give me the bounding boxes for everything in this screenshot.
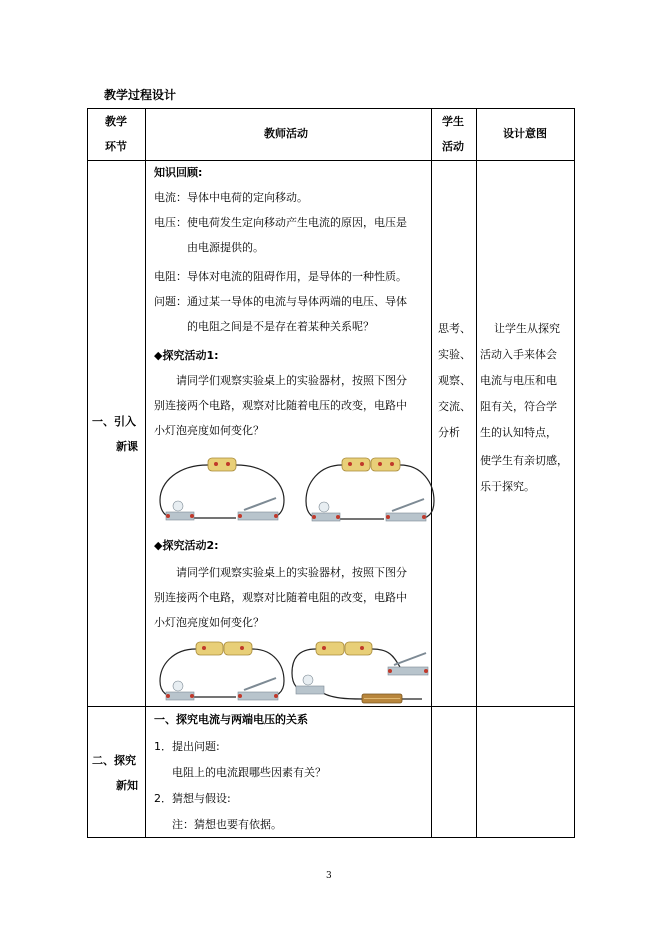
page-heading: 教学过程设计 — [104, 88, 177, 102]
header-intent: 设计意图 — [503, 127, 547, 140]
item-2-label: 2．猜想与假设: — [154, 792, 231, 805]
student-activity-2: 实验、 — [438, 348, 471, 361]
intent-line-1: 让学生从探究 — [494, 322, 560, 335]
student-activity-1: 思考、 — [438, 322, 471, 335]
intent-line-7: 乐于探究。 — [480, 480, 535, 493]
header-student-line2: 活动 — [442, 140, 464, 153]
circuit-diagram-1a — [158, 452, 286, 528]
col-divider — [145, 109, 146, 837]
activity-2-line1: 请同学们观察实验桌上的实验器材，按照下图分 — [176, 566, 407, 579]
activity-2-line3: 小灯泡亮度如何变化？ — [154, 616, 264, 629]
review-voltage-line2: 由电源提供的。 — [187, 241, 264, 254]
stage-2-line1: 二、探究 — [92, 754, 136, 767]
header-student-line1: 学生 — [442, 115, 464, 128]
row-divider — [88, 160, 574, 161]
question-line1: 问题：通过某一导体的电流与导体两端的电压、导体 — [154, 295, 407, 308]
section-title: 一、探究电流与两端电压的关系 — [154, 713, 308, 726]
circuit-diagram-2a — [158, 637, 286, 705]
page-number: 3 — [326, 871, 332, 881]
stage-2-line2: 新知 — [116, 779, 138, 792]
item-1-text: 电阻上的电流跟哪些因素有关？ — [172, 766, 326, 779]
stage-1-line1: 一、引入 — [92, 415, 136, 428]
activity-1-title: ◆探究活动1: — [154, 349, 219, 362]
question-line2: 的电阻之间是不是存在着某种关系呢？ — [187, 320, 374, 333]
header-teacher: 教师活动 — [264, 127, 308, 140]
review-current: 电流：导体中电荷的定向移动。 — [154, 191, 308, 204]
student-activity-4: 交流、 — [438, 400, 471, 413]
activity-2-title: ◆探究活动2: — [154, 539, 219, 552]
student-activity-3: 观察、 — [438, 374, 471, 387]
activity-1-line3: 小灯泡亮度如何变化？ — [154, 424, 264, 437]
review-resistance: 电阻：导体对电流的阻碍作用，是导体的一种性质。 — [154, 270, 407, 283]
circuit-diagram-1b — [304, 449, 436, 529]
activity-2-line2: 别连接两个电路，观察对比随着电阻的改变，电路中 — [154, 591, 407, 604]
review-title: 知识回顾: — [154, 166, 203, 179]
header-stage-line2: 环节 — [105, 140, 127, 153]
intent-line-3: 电流与电压和电 — [480, 374, 557, 387]
lesson-table — [87, 108, 575, 838]
activity-1-line1: 请同学们观察实验桌上的实验器材，按照下图分 — [176, 374, 407, 387]
header-stage-line1: 教学 — [105, 115, 127, 128]
item-2-text: 注：猜想也要有依据。 — [172, 818, 282, 831]
item-1-label: 1．提出问题: — [154, 740, 220, 753]
student-activity-5: 分析 — [438, 426, 460, 439]
row-divider — [88, 706, 574, 707]
circuit-diagram-2b — [290, 637, 432, 705]
intent-line-4: 阻有关，符合学 — [480, 400, 557, 413]
intent-line-2: 活动入手来体会 — [480, 348, 557, 361]
stage-1-line2: 新课 — [116, 440, 138, 453]
review-voltage-line1: 电压：使电荷发生定向移动产生电流的原因，电压是 — [154, 216, 407, 229]
intent-line-5: 生的认知特点， — [480, 426, 557, 439]
col-divider — [476, 109, 477, 837]
activity-1-line2: 别连接两个电路，观察对比随着电压的改变，电路中 — [154, 399, 407, 412]
intent-line-6: 使学生有亲切感， — [480, 454, 568, 467]
